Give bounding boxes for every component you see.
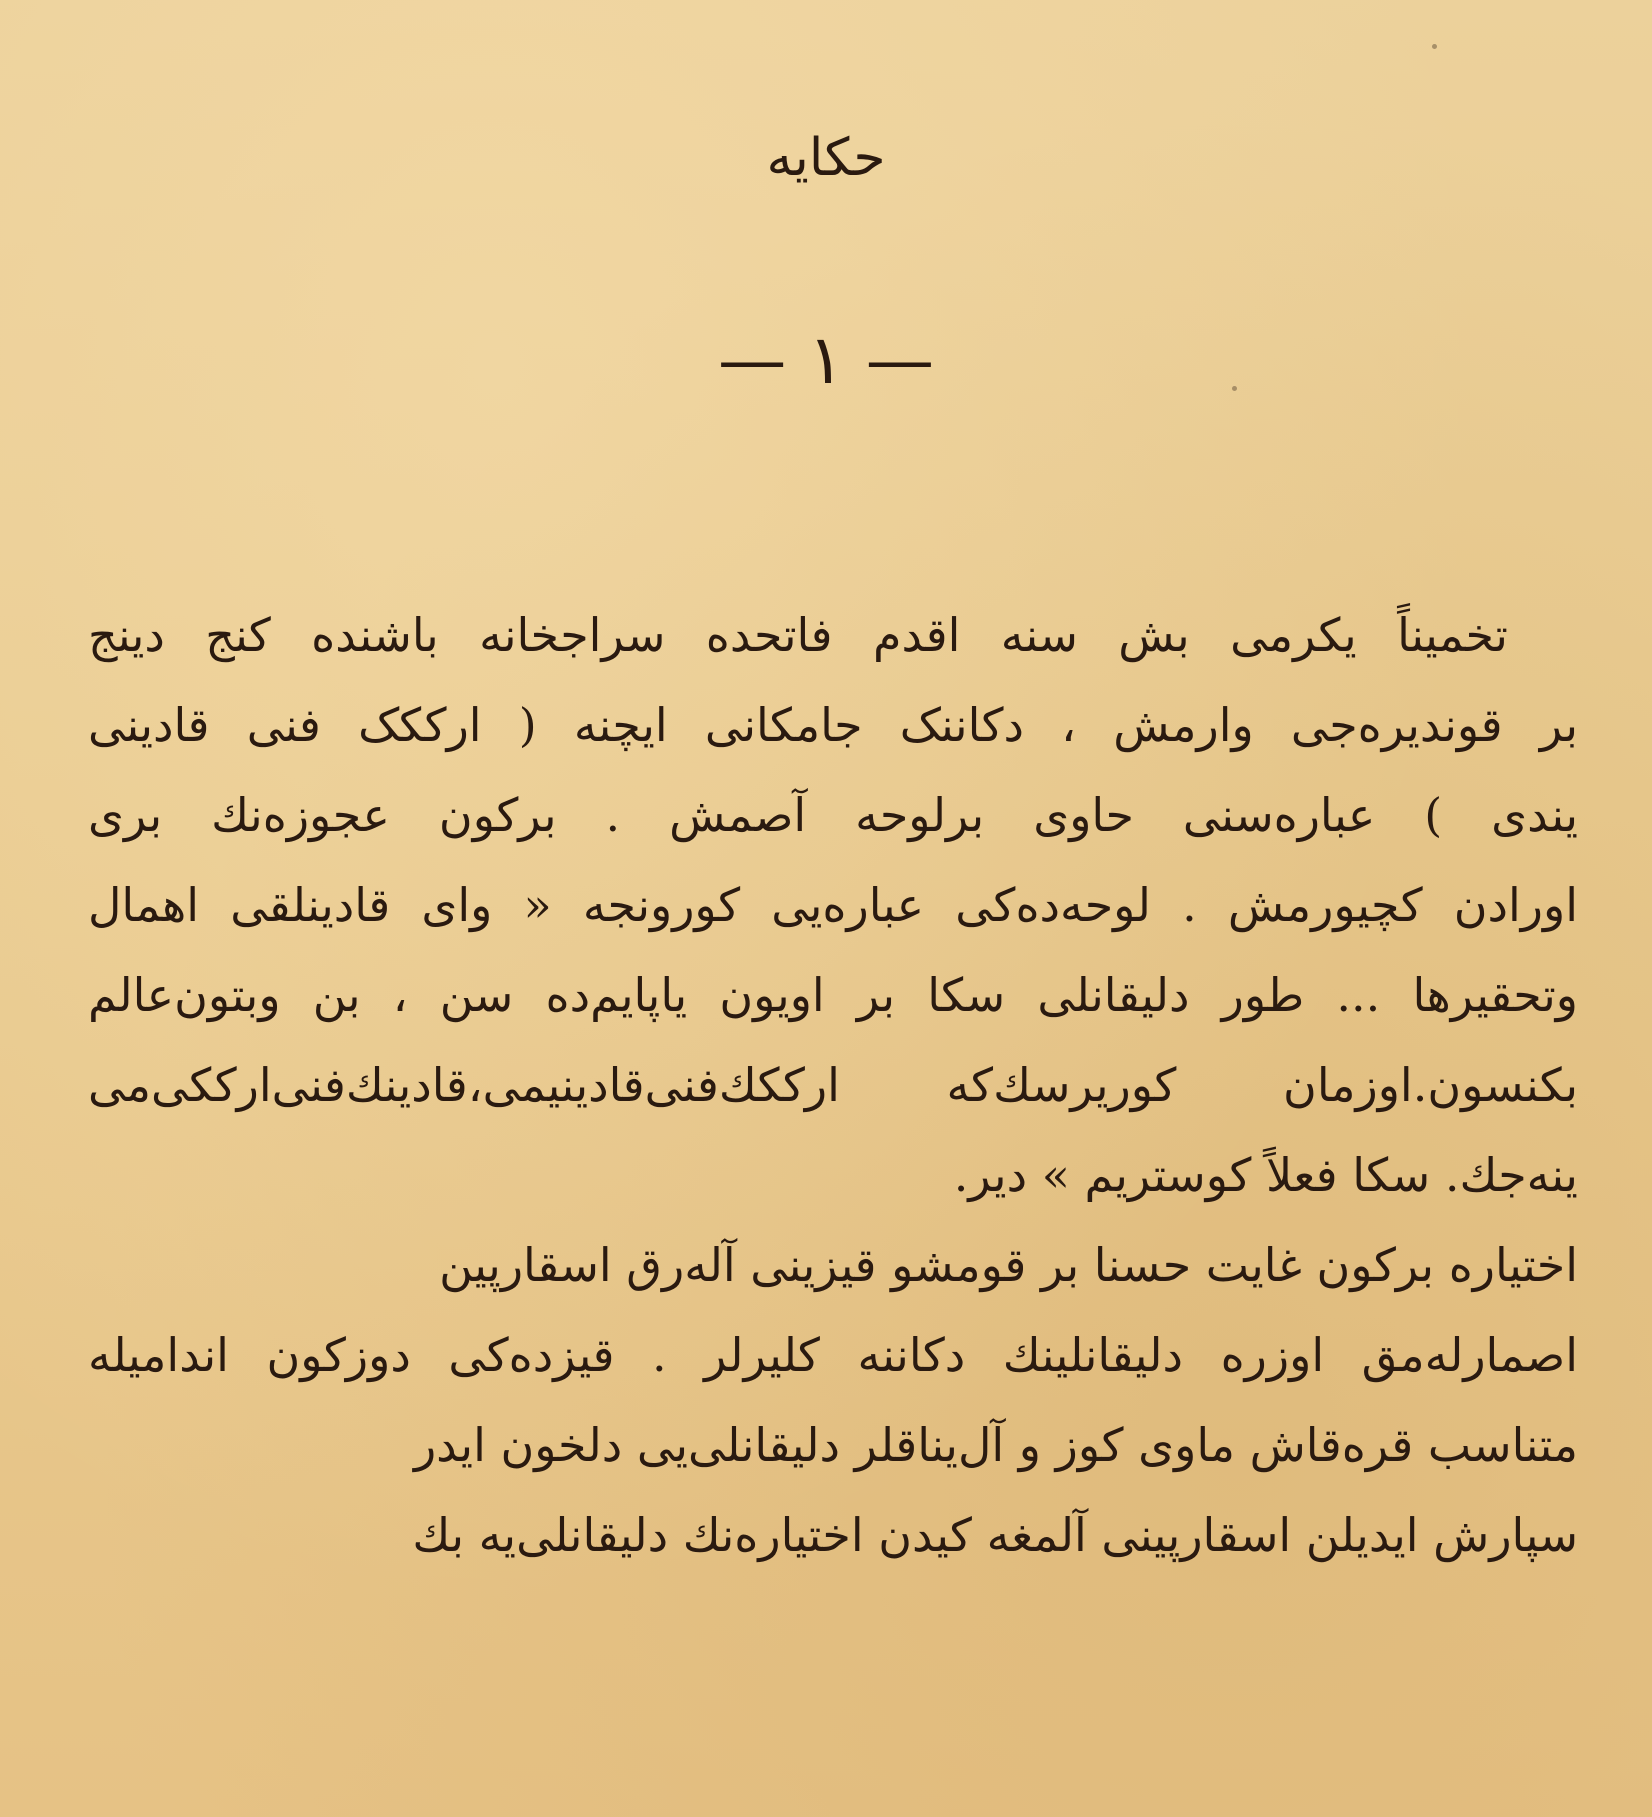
text-line: بکنسون.اوزمان کوریرسك‌که ارککك‌فنی‌قادینیمی،قادینك‌فنی‌ارککی‌می xyxy=(88,1058,1578,1112)
page-title: حکایه xyxy=(766,128,886,188)
body-text xyxy=(88,590,1578,1580)
text-line: اختیاره برکون غایت حسنا بر قومشو قیزینی آله‌رق اسقارپین xyxy=(439,1238,1578,1292)
text-line: یندی ) عباره‌سنی حاوی برلوحه آصمش . برکون عجوزه‌نك بری xyxy=(88,788,1578,842)
text-line: تخمیناً یکرمی بش سنه اقدم فاتحده سراجخانه باشنده کنج دینج xyxy=(88,608,1508,662)
paper-speck xyxy=(1432,44,1437,49)
paper-speck xyxy=(1232,386,1237,391)
text-line: اورادن کچیورمش . لوحه‌ده‌کی عباره‌یی کورونجه « وای قادینلقی اهمال xyxy=(88,878,1578,932)
text-line: بر قوندیره‌جی وارمش ، دکاننک جامکانی ایچنه ( ارککک فنی قادینی xyxy=(88,698,1578,752)
text-line: وتحقیرها ... طور دلیقانلی سکا بر اویون یاپایم‌ده سن ، بن وبتون‌عالم xyxy=(88,968,1578,1022)
section-number: — ١ — xyxy=(718,321,934,400)
text-line: متناسب قره‌قاش ماوی کوز و آل‌یناقلر دلیقانلی‌یی دلخون ایدر xyxy=(413,1418,1578,1472)
text-line: سپارش ایدیلن اسقارپینی آلمغه کیدن اختیاره‌نك دلیقانلی‌یه بك xyxy=(412,1508,1578,1562)
text-line: اصمارله‌مق اوزره دلیقانلینك دکاننه کلیرلر . قیزده‌کی دوزکون اندامیله xyxy=(88,1328,1578,1382)
text-line: ینه‌جك. سکا فعلاً کوستریم » دیر. xyxy=(953,1148,1578,1202)
